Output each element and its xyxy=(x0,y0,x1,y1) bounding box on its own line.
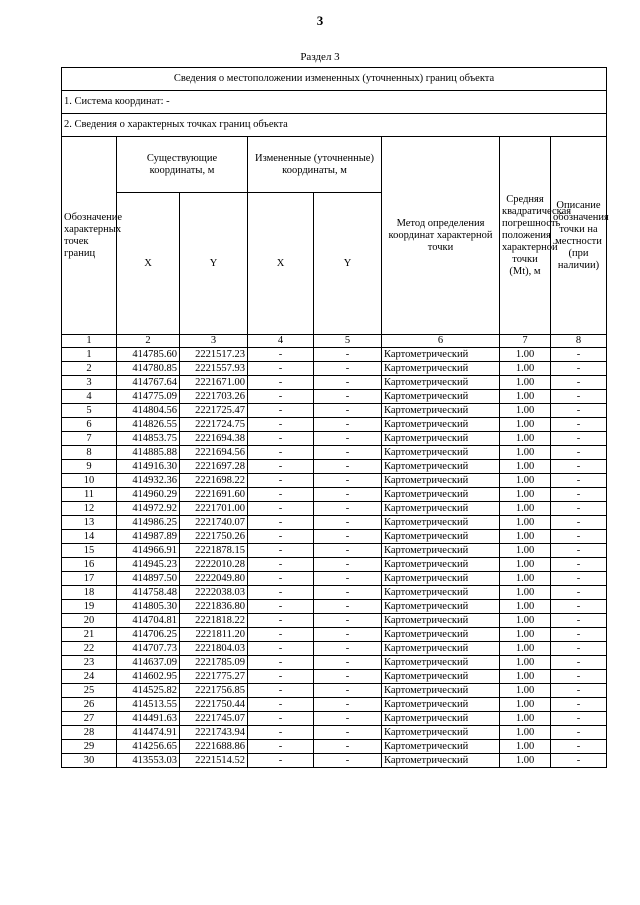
cell-error: 1.00 xyxy=(500,726,551,740)
cell-existing-x: 414602.95 xyxy=(117,670,180,684)
cell-existing-x: 414491.63 xyxy=(117,712,180,726)
cell-existing-y: 2221750.44 xyxy=(180,698,248,712)
cell-point-id: 15 xyxy=(62,544,117,558)
cell-changed-x: - xyxy=(248,670,314,684)
table-row xyxy=(62,726,607,740)
cell-point-id: 24 xyxy=(62,670,117,684)
header-changed-coords: Измененные (уточненные) координаты, м xyxy=(248,137,382,193)
cell-point-id: 26 xyxy=(62,698,117,712)
cell-error: 1.00 xyxy=(500,502,551,516)
table-title: Сведения о местоположении измененных (уточненных) границ объекта xyxy=(62,68,607,91)
cell-point-id: 6 xyxy=(62,418,117,432)
cell-description: - xyxy=(551,656,607,670)
cell-changed-x: - xyxy=(248,432,314,446)
header-existing-x: X xyxy=(117,193,180,335)
cell-existing-x: 414897.50 xyxy=(117,572,180,586)
cell-method: Картометрический xyxy=(382,530,500,544)
cell-method: Картометрический xyxy=(382,740,500,754)
cell-error: 1.00 xyxy=(500,516,551,530)
cell-description: - xyxy=(551,740,607,754)
cell-description: - xyxy=(551,362,607,376)
cell-changed-y: - xyxy=(314,712,382,726)
cell-point-id: 2 xyxy=(62,362,117,376)
cell-existing-x: 414780.85 xyxy=(117,362,180,376)
cell-method: Картометрический xyxy=(382,544,500,558)
coordinate-system: 1. Система координат: - xyxy=(62,91,607,114)
cell-description: - xyxy=(551,348,607,362)
cell-description: - xyxy=(551,432,607,446)
cell-point-id: 30 xyxy=(62,754,117,768)
cell-changed-x: - xyxy=(248,404,314,418)
cell-error: 1.00 xyxy=(500,432,551,446)
cell-existing-x: 414986.25 xyxy=(117,516,180,530)
cell-changed-x: - xyxy=(248,628,314,642)
cell-changed-x: - xyxy=(248,418,314,432)
cell-changed-x: - xyxy=(248,614,314,628)
cell-changed-y: - xyxy=(314,460,382,474)
cell-error: 1.00 xyxy=(500,488,551,502)
column-number: 8 xyxy=(551,335,607,348)
table-row xyxy=(62,348,607,362)
column-number: 1 xyxy=(62,335,117,348)
cell-changed-y: - xyxy=(314,544,382,558)
cell-existing-y: 2222049.80 xyxy=(180,572,248,586)
cell-point-id: 9 xyxy=(62,460,117,474)
cell-existing-x: 414885.88 xyxy=(117,446,180,460)
cell-description: - xyxy=(551,726,607,740)
cell-existing-y: 2221878.15 xyxy=(180,544,248,558)
cell-method: Картометрический xyxy=(382,586,500,600)
cell-method: Картометрический xyxy=(382,418,500,432)
cell-description: - xyxy=(551,642,607,656)
cell-method: Картометрический xyxy=(382,390,500,404)
cell-changed-y: - xyxy=(314,754,382,768)
cell-changed-x: - xyxy=(248,474,314,488)
cell-description: - xyxy=(551,376,607,390)
cell-description: - xyxy=(551,712,607,726)
cell-error: 1.00 xyxy=(500,362,551,376)
cell-changed-y: - xyxy=(314,558,382,572)
cell-description: - xyxy=(551,558,607,572)
cell-method: Картометрический xyxy=(382,446,500,460)
cell-changed-x: - xyxy=(248,376,314,390)
cell-existing-x: 414707.73 xyxy=(117,642,180,656)
cell-point-id: 4 xyxy=(62,390,117,404)
table-row xyxy=(62,642,607,656)
cell-error: 1.00 xyxy=(500,614,551,628)
cell-changed-y: - xyxy=(314,404,382,418)
cell-existing-y: 2221740.07 xyxy=(180,516,248,530)
cell-changed-y: - xyxy=(314,642,382,656)
cell-point-id: 8 xyxy=(62,446,117,460)
cell-existing-x: 414256.65 xyxy=(117,740,180,754)
cell-existing-x: 414932.36 xyxy=(117,474,180,488)
cell-changed-x: - xyxy=(248,684,314,698)
cell-existing-x: 414704.81 xyxy=(117,614,180,628)
cell-changed-x: - xyxy=(248,600,314,614)
cell-existing-y: 2221818.22 xyxy=(180,614,248,628)
cell-existing-y: 2221775.27 xyxy=(180,670,248,684)
cell-error: 1.00 xyxy=(500,754,551,768)
cell-existing-x: 414853.75 xyxy=(117,432,180,446)
cell-description: - xyxy=(551,446,607,460)
cell-existing-y: 2221804.03 xyxy=(180,642,248,656)
cell-error: 1.00 xyxy=(500,642,551,656)
cell-changed-y: - xyxy=(314,516,382,530)
cell-method: Картометрический xyxy=(382,516,500,530)
cell-error: 1.00 xyxy=(500,712,551,726)
header-changed-y: Y xyxy=(314,193,382,335)
cell-error: 1.00 xyxy=(500,390,551,404)
cell-changed-y: - xyxy=(314,530,382,544)
cell-existing-x: 414945.23 xyxy=(117,558,180,572)
table-row xyxy=(62,418,607,432)
cell-error: 1.00 xyxy=(500,586,551,600)
cell-changed-y: - xyxy=(314,488,382,502)
cell-method: Картометрический xyxy=(382,726,500,740)
column-numbers-row xyxy=(62,335,607,348)
cell-point-id: 3 xyxy=(62,376,117,390)
cell-existing-x: 414972.92 xyxy=(117,502,180,516)
cell-error: 1.00 xyxy=(500,376,551,390)
cell-method: Картометрический xyxy=(382,432,500,446)
cell-point-id: 13 xyxy=(62,516,117,530)
cell-changed-x: - xyxy=(248,572,314,586)
table-row xyxy=(62,376,607,390)
cell-changed-x: - xyxy=(248,726,314,740)
table-row xyxy=(62,712,607,726)
cell-changed-y: - xyxy=(314,614,382,628)
table-row xyxy=(62,474,607,488)
cell-changed-x: - xyxy=(248,740,314,754)
cell-changed-y: - xyxy=(314,684,382,698)
table-row xyxy=(62,684,607,698)
cell-error: 1.00 xyxy=(500,404,551,418)
cell-changed-y: - xyxy=(314,586,382,600)
cell-existing-x: 414916.30 xyxy=(117,460,180,474)
cell-existing-x: 414706.25 xyxy=(117,628,180,642)
cell-changed-x: - xyxy=(248,362,314,376)
cell-point-id: 16 xyxy=(62,558,117,572)
cell-method: Картометрический xyxy=(382,656,500,670)
table-row xyxy=(62,502,607,516)
cell-point-id: 25 xyxy=(62,684,117,698)
cell-point-id: 18 xyxy=(62,586,117,600)
cell-changed-y: - xyxy=(314,446,382,460)
cell-existing-x: 414513.55 xyxy=(117,698,180,712)
cell-existing-y: 2221691.60 xyxy=(180,488,248,502)
cell-existing-x: 414525.82 xyxy=(117,684,180,698)
cell-existing-x: 414987.89 xyxy=(117,530,180,544)
cell-description: - xyxy=(551,502,607,516)
cell-point-id: 14 xyxy=(62,530,117,544)
cell-changed-y: - xyxy=(314,418,382,432)
header-designation: Обозначение характерных точек границ xyxy=(62,137,117,335)
cell-existing-y: 2221688.86 xyxy=(180,740,248,754)
cell-changed-y: - xyxy=(314,348,382,362)
cell-description: - xyxy=(551,586,607,600)
cell-error: 1.00 xyxy=(500,446,551,460)
cell-point-id: 21 xyxy=(62,628,117,642)
cell-changed-x: - xyxy=(248,502,314,516)
table-row xyxy=(62,460,607,474)
table-row xyxy=(62,488,607,502)
cell-changed-y: - xyxy=(314,698,382,712)
cell-changed-x: - xyxy=(248,530,314,544)
cell-existing-x: 414474.91 xyxy=(117,726,180,740)
cell-existing-y: 2222038.03 xyxy=(180,586,248,600)
section-title: Раздел 3 xyxy=(300,51,340,63)
cell-description: - xyxy=(551,460,607,474)
table-row xyxy=(62,404,607,418)
cell-method: Картометрический xyxy=(382,684,500,698)
header-method: Метод определения координат характерной точки xyxy=(382,137,500,335)
cell-method: Картометрический xyxy=(382,712,500,726)
cell-changed-y: - xyxy=(314,474,382,488)
cell-existing-y: 2221514.52 xyxy=(180,754,248,768)
cell-existing-y: 2221703.26 xyxy=(180,390,248,404)
cell-method: Картометрический xyxy=(382,600,500,614)
cell-existing-x: 414805.30 xyxy=(117,600,180,614)
column-number: 7 xyxy=(500,335,551,348)
cell-point-id: 29 xyxy=(62,740,117,754)
cell-changed-y: - xyxy=(314,628,382,642)
cell-changed-x: - xyxy=(248,390,314,404)
column-number: 3 xyxy=(180,335,248,348)
cell-changed-x: - xyxy=(248,558,314,572)
cell-existing-x: 414637.09 xyxy=(117,656,180,670)
cell-changed-x: - xyxy=(248,586,314,600)
cell-error: 1.00 xyxy=(500,670,551,684)
table-row xyxy=(62,586,607,600)
cell-existing-y: 2221697.28 xyxy=(180,460,248,474)
cell-error: 1.00 xyxy=(500,544,551,558)
cell-description: - xyxy=(551,684,607,698)
cell-existing-x: 414767.64 xyxy=(117,376,180,390)
table-row xyxy=(62,362,607,376)
cell-existing-y: 2221743.94 xyxy=(180,726,248,740)
cell-method: Картометрический xyxy=(382,698,500,712)
table-row xyxy=(62,432,607,446)
table-row xyxy=(62,516,607,530)
table-row xyxy=(62,558,607,572)
cell-method: Картометрический xyxy=(382,404,500,418)
column-number: 5 xyxy=(314,335,382,348)
cell-existing-y: 2221725.47 xyxy=(180,404,248,418)
cell-point-id: 27 xyxy=(62,712,117,726)
cell-method: Картометрический xyxy=(382,502,500,516)
cell-existing-y: 2221694.38 xyxy=(180,432,248,446)
cell-description: - xyxy=(551,530,607,544)
cell-error: 1.00 xyxy=(500,600,551,614)
header-description: Описание обозначения точки на местности (при наличии) xyxy=(551,137,607,335)
cell-description: - xyxy=(551,600,607,614)
cell-changed-y: - xyxy=(314,432,382,446)
cell-method: Картометрический xyxy=(382,362,500,376)
cell-existing-y: 2221698.22 xyxy=(180,474,248,488)
cell-changed-y: - xyxy=(314,390,382,404)
table-row xyxy=(62,530,607,544)
cell-existing-y: 2221750.26 xyxy=(180,530,248,544)
cell-method: Картометрический xyxy=(382,348,500,362)
cell-error: 1.00 xyxy=(500,628,551,642)
cell-changed-x: - xyxy=(248,698,314,712)
cell-point-id: 20 xyxy=(62,614,117,628)
cell-existing-x: 414826.55 xyxy=(117,418,180,432)
cell-changed-x: - xyxy=(248,516,314,530)
table-row xyxy=(62,446,607,460)
cell-method: Картометрический xyxy=(382,628,500,642)
cell-point-id: 11 xyxy=(62,488,117,502)
cell-existing-x: 413553.03 xyxy=(117,754,180,768)
cell-changed-y: - xyxy=(314,502,382,516)
table-row xyxy=(62,740,607,754)
header-existing-coords: Существующие координаты, м xyxy=(117,137,248,193)
cell-existing-x: 414785.60 xyxy=(117,348,180,362)
cell-existing-y: 2221785.09 xyxy=(180,656,248,670)
cell-changed-y: - xyxy=(314,726,382,740)
cell-changed-x: - xyxy=(248,460,314,474)
cell-point-id: 1 xyxy=(62,348,117,362)
boundary-points-table xyxy=(61,67,607,768)
cell-existing-x: 414804.56 xyxy=(117,404,180,418)
cell-description: - xyxy=(551,614,607,628)
table-row xyxy=(62,754,607,768)
cell-point-id: 12 xyxy=(62,502,117,516)
page-number: 3 xyxy=(316,13,324,28)
cell-point-id: 17 xyxy=(62,572,117,586)
cell-changed-y: - xyxy=(314,600,382,614)
cell-error: 1.00 xyxy=(500,740,551,754)
cell-existing-y: 2222010.28 xyxy=(180,558,248,572)
cell-error: 1.00 xyxy=(500,558,551,572)
cell-point-id: 28 xyxy=(62,726,117,740)
cell-point-id: 19 xyxy=(62,600,117,614)
cell-existing-x: 414775.09 xyxy=(117,390,180,404)
cell-existing-y: 2221724.75 xyxy=(180,418,248,432)
table-row xyxy=(62,698,607,712)
cell-error: 1.00 xyxy=(500,698,551,712)
cell-existing-y: 2221557.93 xyxy=(180,362,248,376)
cell-existing-y: 2221811.20 xyxy=(180,628,248,642)
cell-error: 1.00 xyxy=(500,474,551,488)
table-row xyxy=(62,572,607,586)
cell-changed-y: - xyxy=(314,376,382,390)
cell-description: - xyxy=(551,404,607,418)
cell-error: 1.00 xyxy=(500,530,551,544)
cell-method: Картометрический xyxy=(382,642,500,656)
cell-existing-y: 2221701.00 xyxy=(180,502,248,516)
cell-error: 1.00 xyxy=(500,684,551,698)
header-error: Средняя квадратическая погрешность положения характерной точки (Mt), м xyxy=(500,137,551,335)
cell-description: - xyxy=(551,390,607,404)
cell-description: - xyxy=(551,474,607,488)
cell-changed-x: - xyxy=(248,488,314,502)
cell-changed-y: - xyxy=(314,740,382,754)
points-heading: 2. Сведения о характерных точках границ объекта xyxy=(62,114,607,137)
cell-description: - xyxy=(551,488,607,502)
cell-description: - xyxy=(551,628,607,642)
cell-point-id: 22 xyxy=(62,642,117,656)
header-changed-x: X xyxy=(248,193,314,335)
cell-error: 1.00 xyxy=(500,460,551,474)
cell-description: - xyxy=(551,544,607,558)
cell-error: 1.00 xyxy=(500,572,551,586)
cell-method: Картометрический xyxy=(382,376,500,390)
cell-method: Картометрический xyxy=(382,754,500,768)
cell-point-id: 7 xyxy=(62,432,117,446)
table-row xyxy=(62,670,607,684)
cell-point-id: 10 xyxy=(62,474,117,488)
cell-existing-x: 414960.29 xyxy=(117,488,180,502)
cell-point-id: 5 xyxy=(62,404,117,418)
cell-existing-y: 2221694.56 xyxy=(180,446,248,460)
cell-changed-x: - xyxy=(248,712,314,726)
cell-existing-y: 2221745.07 xyxy=(180,712,248,726)
cell-description: - xyxy=(551,698,607,712)
column-number: 6 xyxy=(382,335,500,348)
cell-description: - xyxy=(551,516,607,530)
cell-existing-y: 2221756.85 xyxy=(180,684,248,698)
cell-point-id: 23 xyxy=(62,656,117,670)
cell-existing-y: 2221517.23 xyxy=(180,348,248,362)
cell-method: Картометрический xyxy=(382,572,500,586)
cell-existing-x: 414758.48 xyxy=(117,586,180,600)
cell-description: - xyxy=(551,572,607,586)
cell-error: 1.00 xyxy=(500,656,551,670)
cell-changed-x: - xyxy=(248,656,314,670)
cell-changed-x: - xyxy=(248,642,314,656)
cell-changed-x: - xyxy=(248,754,314,768)
table-row xyxy=(62,544,607,558)
cell-method: Картометрический xyxy=(382,488,500,502)
cell-existing-y: 2221836.80 xyxy=(180,600,248,614)
cell-changed-x: - xyxy=(248,446,314,460)
table-row xyxy=(62,628,607,642)
header-existing-y: Y xyxy=(180,193,248,335)
cell-error: 1.00 xyxy=(500,348,551,362)
cell-method: Картометрический xyxy=(382,474,500,488)
column-number: 4 xyxy=(248,335,314,348)
cell-method: Картометрический xyxy=(382,460,500,474)
cell-changed-x: - xyxy=(248,348,314,362)
cell-existing-y: 2221671.00 xyxy=(180,376,248,390)
cell-description: - xyxy=(551,754,607,768)
table-row xyxy=(62,614,607,628)
cell-changed-x: - xyxy=(248,544,314,558)
cell-method: Картометрический xyxy=(382,558,500,572)
cell-changed-y: - xyxy=(314,362,382,376)
cell-changed-y: - xyxy=(314,670,382,684)
cell-changed-y: - xyxy=(314,572,382,586)
table-row xyxy=(62,656,607,670)
cell-existing-x: 414966.91 xyxy=(117,544,180,558)
cell-description: - xyxy=(551,670,607,684)
table-row xyxy=(62,600,607,614)
cell-changed-y: - xyxy=(314,656,382,670)
cell-method: Картометрический xyxy=(382,670,500,684)
column-number: 2 xyxy=(117,335,180,348)
cell-method: Картометрический xyxy=(382,614,500,628)
cell-error: 1.00 xyxy=(500,418,551,432)
cell-description: - xyxy=(551,418,607,432)
table-row xyxy=(62,390,607,404)
